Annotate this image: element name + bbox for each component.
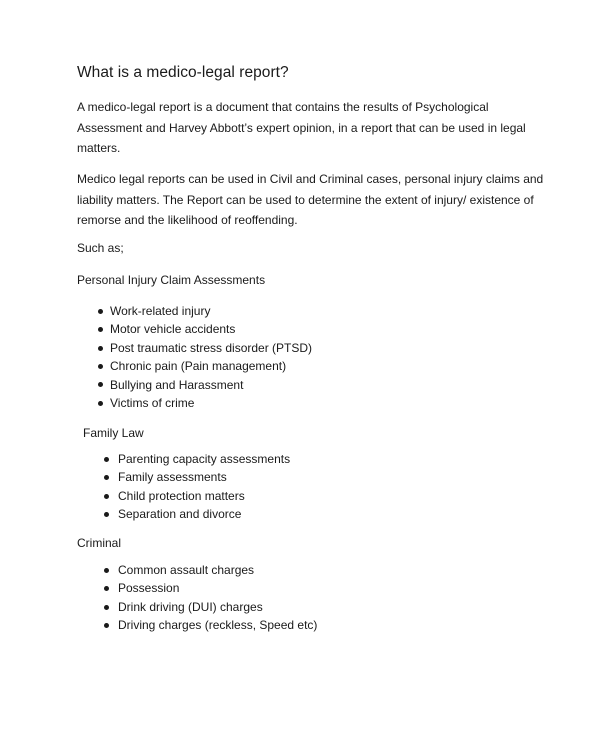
section-heading-criminal: Criminal: [77, 536, 122, 550]
list-item: [104, 487, 290, 505]
list-item-text: Driving charges (reckless, Speed etc): [118, 618, 318, 633]
list-item-text: Family assessments: [118, 470, 227, 485]
bullet-icon: [104, 586, 109, 591]
bullet-icon: [104, 623, 109, 628]
bullet-icon: [104, 475, 109, 480]
list-item-text: Work-related injury: [110, 304, 211, 318]
section-heading-family-law: Family Law: [83, 426, 144, 440]
family-law-list: [104, 450, 290, 524]
list-item-text: Drink driving (DUI) charges: [118, 599, 263, 614]
bullet-icon: [104, 568, 109, 573]
bullet-icon: [98, 346, 103, 351]
bullet-icon: [104, 512, 109, 517]
bullet-icon: [104, 457, 109, 462]
intro-paragraph: A medico-legal report is a document that contains the results of Psychological Assessment and Harvey Abbott’s expert opinion, in a report that can be used in legal matters.: [77, 100, 526, 155]
list-item: [104, 598, 317, 616]
bullet-icon: [104, 605, 109, 610]
list-item: [98, 302, 312, 320]
criminal-list: [104, 561, 317, 635]
list-item-text: Motor vehicle accidents: [110, 322, 236, 337]
list-item: [98, 376, 312, 394]
list-item-text: Child protection matters: [118, 488, 245, 503]
such-as-label: Such as;: [77, 241, 124, 255]
list-item-text: Separation and divorce: [118, 507, 242, 522]
list-item: [98, 357, 312, 375]
personal-injury-list: [98, 302, 312, 412]
list-item: [104, 579, 317, 597]
list-item-text: Parenting capacity assessments: [118, 452, 291, 466]
bullet-icon: [98, 364, 103, 369]
list-item-text: Post traumatic stress disorder (PTSD): [110, 340, 313, 355]
list-item-text: Bullying and Harassment: [110, 377, 244, 392]
list-item: [104, 468, 290, 486]
bullet-icon: [98, 309, 103, 314]
page-title: What is a medico-legal report?: [77, 64, 289, 81]
bullet-icon: [98, 327, 103, 332]
list-item: [104, 450, 290, 468]
section-heading-personal-injury: Personal Injury Claim Assessments: [77, 273, 266, 287]
list-item-text: Chronic pain (Pain management): [110, 359, 287, 374]
bullet-icon: [98, 401, 103, 406]
list-item-text: Possession: [118, 581, 180, 596]
list-item: [104, 561, 317, 579]
list-item-text: Victims of crime: [110, 395, 195, 410]
usage-paragraph: Medico legal reports can be used in Civil and Criminal cases, personal injury claims and liability matters. The Report can be used to determine the extent of injury/ existence of remorse and the likelihood of reoffending.: [77, 172, 544, 227]
list-item-text: Common assault charges: [118, 563, 255, 577]
list-item: [98, 320, 312, 338]
list-item: [104, 505, 290, 523]
list-item: [98, 394, 312, 412]
bullet-icon: [104, 494, 109, 499]
list-item: [98, 339, 312, 357]
bullet-icon: [98, 382, 103, 387]
list-item: [104, 616, 317, 634]
